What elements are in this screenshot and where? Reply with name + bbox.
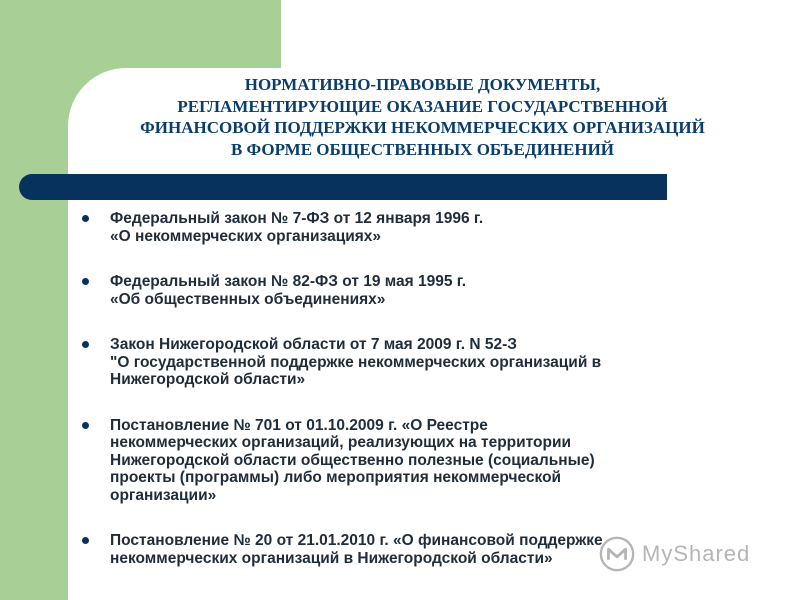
document-text-line: Федеральный закон № 82-ФЗ от 19 мая 1995 г.: [110, 273, 467, 290]
document-text-line: Закон Нижегородской области от 7 мая 2009 г. N 52-З: [110, 336, 517, 353]
document-item: [80, 417, 740, 505]
watermark-text: MyShared: [642, 541, 751, 566]
document-text-line: «Об общественных объединениях»: [110, 290, 386, 308]
title-line: В ФОРМЕ ОБЩЕСТВЕННЫХ ОБЪЕДИНЕНИЙ: [230, 139, 615, 159]
document-item: [80, 210, 740, 245]
document-text-line: "О государственной поддержке некоммерческих организаций в: [110, 353, 602, 371]
title-line: ФИНАНСОВОЙ ПОДДЕРЖКИ НЕКОММЕРЧЕСКИХ ОРГАНИЗАЦИЙ: [140, 118, 705, 137]
top-white-strip: [281, 0, 800, 68]
slide-title: [80, 74, 765, 160]
document-item: [80, 273, 740, 308]
watermark-logo-icon: [598, 535, 636, 573]
title-line: НОРМАТИВНО-ПРАВОВЫЕ ДОКУМЕНТЫ,: [244, 75, 601, 94]
bullet-icon: [82, 422, 89, 429]
document-text-line: некоммерческих организаций, реализующих на территории: [110, 434, 572, 451]
bullet-icon: [82, 537, 89, 544]
document-text-line: Постановление № 20 от 21.01.2010 г. «О финансовой поддержке: [110, 532, 603, 549]
document-text-line: проекты (программы) либо мероприятия некоммерческой: [110, 469, 562, 486]
watermark: [598, 534, 750, 574]
header-divider-bar: [19, 174, 667, 200]
document-item: [80, 336, 740, 389]
document-text-line: Нижегородской области общественно полезные (социальные): [110, 451, 595, 469]
title-line: РЕГЛАМЕНТИРУЮЩИЕ ОКАЗАНИЕ ГОСУДАРСТВЕННОЙ: [177, 96, 668, 116]
document-text-line: «О некоммерческих организациях»: [110, 227, 382, 245]
document-text-line: Федеральный закон № 7-ФЗ от 12 января 1996 г.: [110, 210, 484, 227]
document-text-line: Постановление № 701 от 01.10.2009 г. «О Реестре: [110, 416, 488, 434]
bullet-icon: [82, 215, 89, 222]
document-text-line: некоммерческих организаций в Нижегородской области»: [110, 549, 553, 567]
bullet-icon: [82, 341, 89, 348]
document-text-line: организации»: [110, 486, 217, 504]
bullet-icon: [82, 278, 89, 285]
document-text-line: Нижегородской области»: [110, 371, 306, 388]
